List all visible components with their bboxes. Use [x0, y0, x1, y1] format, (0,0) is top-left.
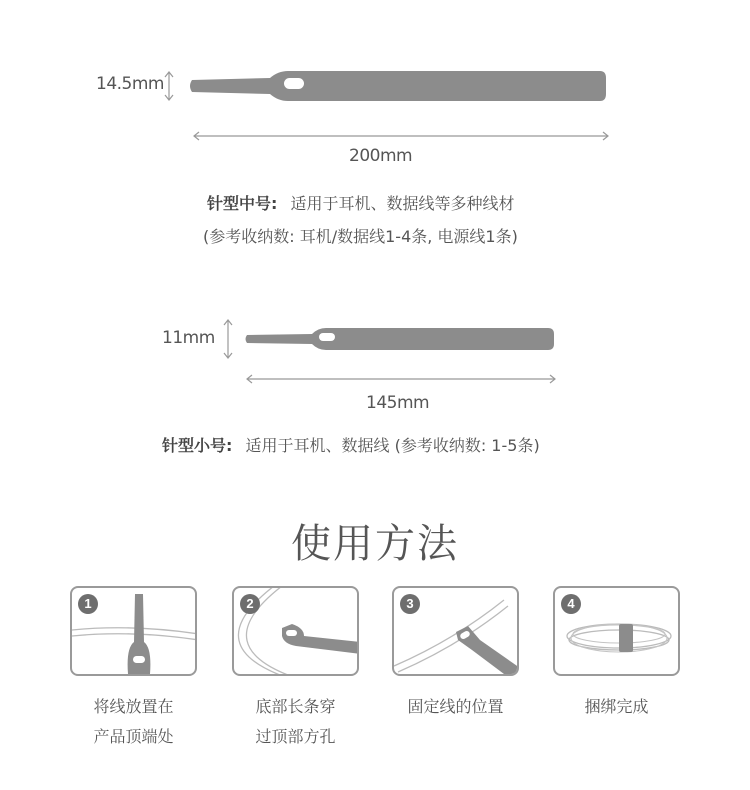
large-strap-image: [188, 68, 612, 104]
large-strap-height-label: 14.5mm: [96, 74, 164, 94]
step-3-number: 3: [400, 594, 420, 614]
large-strap-description: [207, 191, 515, 214]
step-1-card: [70, 586, 197, 676]
step-2-caption-line2: 过顶部方孔: [255, 727, 336, 746]
usage-section-title: 使用方法: [291, 521, 459, 567]
step-1-caption-line1: 将线放置在: [93, 697, 174, 716]
large-strap-length-arrow: [192, 129, 610, 143]
large-strap-usage: 适用于耳机、数据线等多种线材: [290, 194, 515, 213]
step-4-card: [553, 586, 680, 676]
small-strap-height-label: 11mm: [162, 328, 215, 348]
step-2-number: 2: [240, 594, 260, 614]
small-strap-usage: 适用于耳机、数据线 (参考收纳数: 1-5条): [245, 436, 540, 455]
step-4-caption-line1: 捆绑完成: [584, 697, 649, 716]
large-strap-type: 针型中号:: [207, 194, 278, 213]
step-3-card: [392, 586, 519, 676]
step-4-caption: [553, 692, 680, 722]
small-strap-height-arrow: [221, 318, 235, 360]
small-strap-image: [244, 326, 558, 352]
step-3-caption-line1: 固定线的位置: [407, 697, 504, 716]
small-strap-length-arrow: [245, 372, 557, 386]
step-1-caption: [70, 692, 197, 752]
step-2-caption: [232, 692, 359, 752]
large-strap-height-arrow: [162, 70, 176, 102]
small-strap-length-label: 145mm: [366, 393, 430, 413]
small-strap-description: [162, 433, 540, 456]
step-1-number: 1: [78, 594, 98, 614]
step-4-number: 4: [561, 594, 581, 614]
step-2-caption-line1: 底部长条穿: [255, 697, 336, 716]
large-strap-capacity: (参考收纳数: 耳机/数据线1-4条, 电源线1条): [203, 227, 518, 246]
step-1-caption-line2: 产品顶端处: [93, 727, 174, 746]
large-strap-length-label: 200mm: [349, 146, 413, 166]
small-strap-type: 针型小号:: [162, 436, 233, 455]
step-2-card: [232, 586, 359, 676]
step-3-caption: [392, 692, 519, 722]
